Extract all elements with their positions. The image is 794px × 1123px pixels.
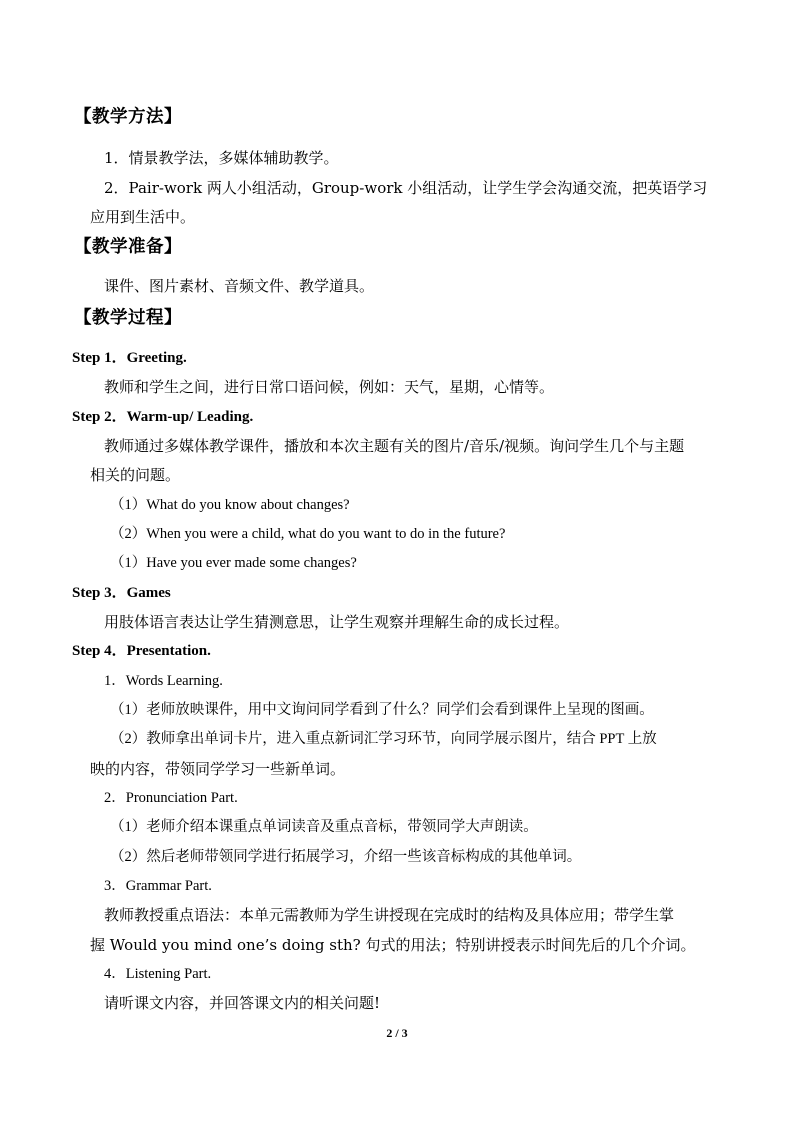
step-title: Step 3．Games (72, 585, 171, 601)
paragraph: （1）老师介绍本课重点单词读音及重点音标，带领同学大声朗读。 (110, 819, 538, 835)
paragraph-continuation: 应用到生活中。 (90, 208, 196, 226)
paragraph: 1．情景教学法，多媒体辅助教学。 (104, 149, 339, 167)
step-title: Step 2．Warm-up/ Leading. (72, 409, 254, 425)
question-item: （2）When you were a child, what do you want to do in the future? (110, 526, 506, 542)
paragraph: 教师通过多媒体教学课件，播放和本次主题有关的图片/音乐/视频。询问学生几个与主题 (104, 437, 685, 455)
section-heading-teaching-process: 【教学过程】 (74, 308, 182, 328)
paragraph: 教师教授重点语法：本单元需教师为学生讲授现在完成时的结构及具体应用；带学生掌 (104, 906, 675, 924)
paragraph-continuation: 相关的问题。 (90, 466, 181, 484)
sub-heading: 4．Listening Part. (104, 966, 212, 982)
section-heading-teaching-method: 【教学方法】 (74, 107, 182, 127)
paragraph: 教师和学生之间，进行日常口语问候，例如：天气，星期，心情等。 (104, 378, 555, 396)
sub-heading: 1．Words Learning. (104, 673, 223, 689)
section-heading-teaching-prep: 【教学准备】 (74, 237, 182, 257)
paragraph: 课件、图片素材、音频文件、教学道具。 (104, 277, 375, 295)
paragraph: （2）教师拿出单词卡片，进入重点新词汇学习环节，向同学展示图片，结合 PPT 上放 (110, 731, 657, 747)
sub-heading: 2．Pronunciation Part. (104, 790, 238, 806)
question-item: （1）Have you ever made some changes? (110, 555, 357, 571)
sub-heading: 3．Grammar Part. (104, 878, 212, 894)
paragraph: （2）然后老师带领同学进行拓展学习，介绍一些该音标构成的其他单词。 (110, 849, 582, 865)
step-title: Step 1．Greeting. (72, 350, 187, 366)
paragraph: 请听课文内容，并回答课文内的相关问题! (104, 994, 381, 1012)
step-title: Step 4．Presentation. (72, 643, 211, 659)
paragraph: （1）老师放映课件，用中文询问同学看到了什么？同学们会看到课件上呈现的图画。 (110, 702, 654, 718)
paragraph: 用肢体语言表达让学生猜测意思，让学生观察并理解生命的成长过程。 (104, 613, 570, 631)
page-number: 2 / 3 (386, 1026, 408, 1040)
paragraph-continuation: 映的内容，带领同学学习一些新单词。 (90, 760, 346, 778)
paragraph-continuation: 握 Would you mind one’s doing sth? 句式的用法；特别讲授表示时间先后的几个介词。 (90, 936, 696, 954)
paragraph: 2．Pair-work 两人小组活动，Group-work 小组活动，让学生学会沟通交流，把英语学习 (104, 179, 708, 197)
question-item: （1）What do you know about changes? (110, 497, 350, 513)
